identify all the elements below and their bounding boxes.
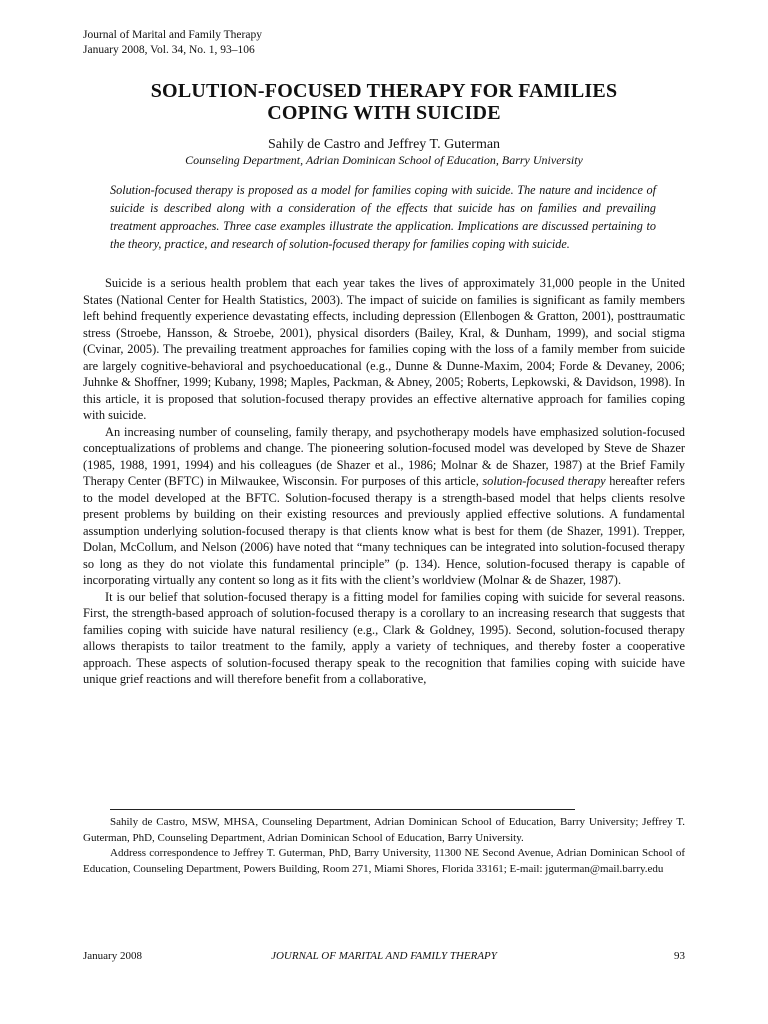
journal-name: Journal of Marital and Family Therapy [83,29,262,41]
journal-issue: January 2008, Vol. 34, No. 1, 93–106 [83,44,255,56]
paragraph-2 [83,424,685,589]
article-title [60,80,708,124]
article-title-line-2: COPING WITH SUICIDE [267,102,501,124]
footnote-correspondence: Address correspondence to Jeffrey T. Guterman, PhD, Barry University, 11300 NE Second Avenue, Adrian Dominican School of Education, Counseling Department, Powers Building, Room 271, Miami Shores, Florida 33161; E-mail: jguterman@mail.barry.edu [83,847,685,875]
journal-header [83,28,262,58]
article-title-line-1: SOLUTION-FOCUSED THERAPY FOR FAMILIES [150,80,618,102]
affiliation: Counseling Department, Adrian Dominican School of Education, Barry University [185,153,583,167]
authors: Sahily de Castro and Jeffrey T. Guterman [267,137,501,152]
page-number: 93 [674,950,685,962]
paragraph-1: Suicide is a serious health problem that each year takes the lives of approximately 31,000 people in the United States (National Center for Health Statistics, 2003). The impact of suicide on families is significant as family members left behind frequently experience devastating effects, including depression (Ellenbogen & Gratton, 2001), posttraumatic stress (Stroebe, Hansson, & Stroebe, 2001), physical disorders (Bailey, Kral, & Dunham, 1999), and social stigma (Cvinar, 2005). The prevailing treatment approaches for families coping with the loss of a family member from suicide are largely cognitive-behavioral and psychoeducational (e.g., Dunne & Dunne-Maxim, 2004; Forde & Devaney, 2006; Juhnke & Shoffner, 1999; Kubany, 1998; Maples, Packman, & Abney, 2005; Roberts, Lepkowski, & Davidson, 1998). In this article, it is proposed that solution-focused therapy provides an effective alternative approach for families coping with suicide. [83,276,685,422]
footer-journal: JOURNAL OF MARITAL AND FAMILY THERAPY [271,950,497,962]
footnote-authors: Sahily de Castro, MSW, MHSA, Counseling Department, Adrian Dominican School of Education, Barry University; Jeffrey T. Guterman, PhD, Counseling Department, Adrian Dominican School of Education, Barry University. [83,816,685,844]
body-text [83,275,685,688]
paragraph-2-emphasis: solution-focused therapy [482,474,606,488]
paragraph-2-part-b: hereafter refers to the model developed at the BFTC. Solution-focused therapy is a strength-based model that helps clients resolve present problems by building on their existing resources and previously applied effective solutions. A fundamental assumption underlying solution-focused therapy is that clients know what is best for them (de Shazer, 1991). Trepper, Dolan, McCollum, and Nelson (2006) have noted that “many techniques can be integrated into solution-focused therapy so long as they do not violate this fundamental principle” (p. 134). Hence, solution-focused therapy is capable of incorporating virtually any content so long as it fits with the client’s worldview (Molnar & de Shazer, 1987). [83,474,685,587]
paragraph-2-part-a: An increasing number of counseling, family therapy, and psychotherapy models have emphasized solution-focused conceptualizations of problems and change. The pioneering solution-focused model was developed by Steve de Shazer (1985, 1988, 1991, 1994) and his colleagues (de Shazer et al., 1986; Molnar & de Shazer, 1987) at the Brief Family Therapy Center (BFTC) in Milwaukee, Wisconsin. For purposes of this article, [83,424,685,488]
footer-date: January 2008 [83,950,142,962]
footnote-rule [110,809,575,810]
paragraph-3: It is our belief that solution-focused therapy is a fitting model for families coping with suicide for several reasons. First, the strength-based approach of solution-focused therapy is a corollary to an increasing research that suggests that families coping with suicide have natural resiliency (e.g., Clark & Goldney, 1995). Second, solution-focused therapy allows therapists to tailor treatment to the family, apply a variety of techniques, and thereby foster a cooperative approach. These aspects of solution-focused therapy speak to the recognition that families coping with suicide have unique grief reactions and will therefore benefit from a collaborative, [83,589,685,686]
abstract: Solution-focused therapy is proposed as a model for families coping with suicide. The nature and incidence of suicide is described along with a consideration of the effects that suicide has on families and prevailing treatment approaches. Three case examples illustrate the application. Implications are discussed pertaining to the theory, practice, and research of solution-focused therapy for families coping with suicide. [110,183,656,251]
footnotes [83,815,685,877]
